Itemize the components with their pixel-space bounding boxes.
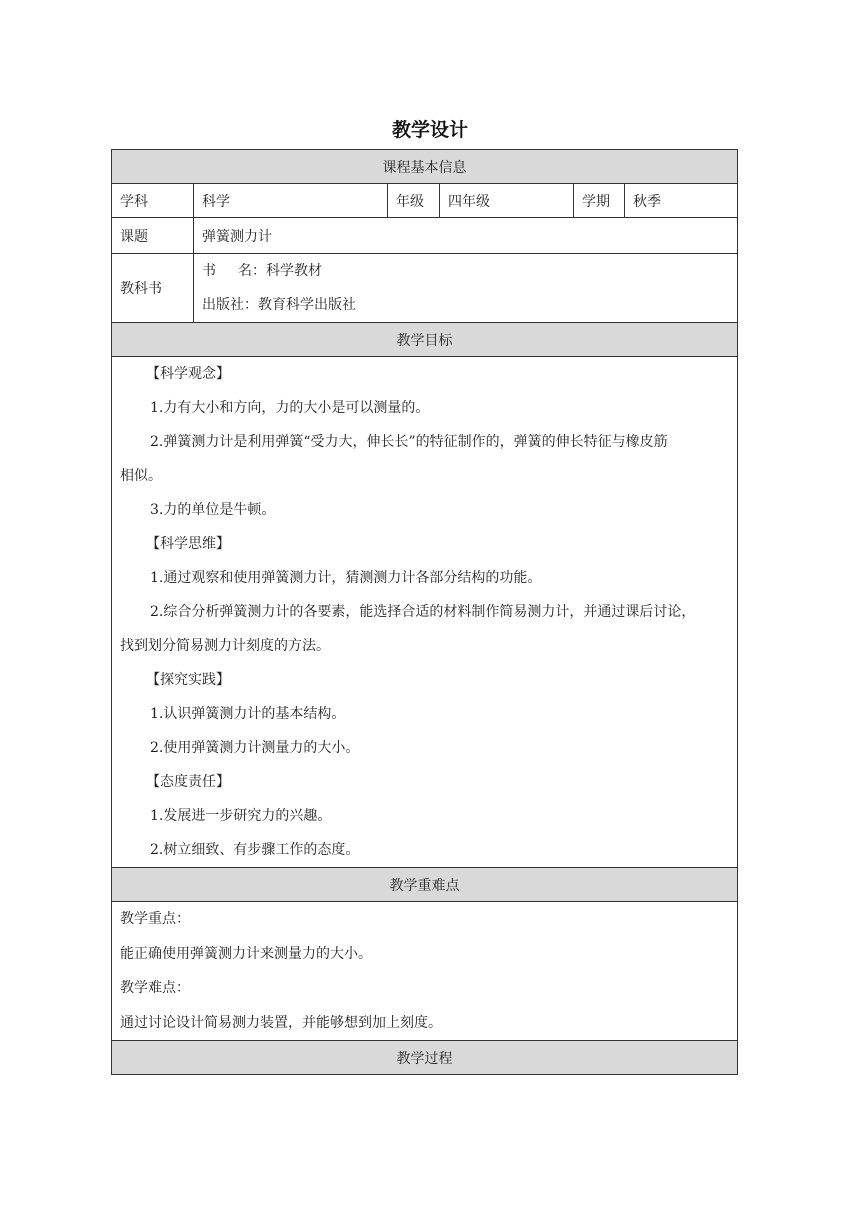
textbook-row bbox=[112, 254, 738, 323]
objective-line: 1.力有大小和方向，力的大小是可以测量的。 bbox=[150, 400, 430, 416]
objective-line: 2.弹簧测力计是利用弹簧“受力大，伸长长”的特征制作的，弹簧的伸长特征与橡皮筋 bbox=[150, 434, 668, 450]
subject-value: 科学 bbox=[194, 184, 388, 218]
document-title: 教学设计 bbox=[391, 119, 468, 141]
process-header-row bbox=[112, 1041, 738, 1075]
objective-line: 找到划分简易测力计刻度的方法。 bbox=[120, 638, 330, 654]
book-name-prefix-b: 名： bbox=[238, 263, 266, 279]
book-name: 科学教材 bbox=[266, 263, 322, 279]
topic-label: 课题 bbox=[112, 218, 194, 254]
grade-value: 四年级 bbox=[440, 184, 574, 218]
section-header-process: 教学过程 bbox=[112, 1041, 738, 1075]
topic-value: 弹簧测力计 bbox=[194, 218, 738, 254]
term-label: 学期 bbox=[574, 184, 625, 218]
key-difficult-row bbox=[112, 902, 738, 1041]
key-difficult-header-row bbox=[112, 868, 738, 902]
objective-line: 【科学观念】 bbox=[146, 366, 230, 382]
publisher-prefix: 出版社： bbox=[202, 297, 258, 313]
section-header-objectives: 教学目标 bbox=[112, 323, 738, 357]
key-point-label: 教学重点： bbox=[120, 911, 190, 927]
grade-label: 年级 bbox=[388, 184, 440, 218]
difficult-point-text: 通过讨论设计简易测力装置，并能够想到加上刻度。 bbox=[120, 1014, 442, 1031]
book-name-prefix-a: 书 bbox=[202, 263, 216, 279]
objectives-header-row bbox=[112, 323, 738, 357]
objectives-row bbox=[112, 357, 738, 868]
objective-line: 2.树立细致、有步骤工作的态度。 bbox=[150, 842, 360, 858]
subject-label: 学科 bbox=[112, 184, 194, 218]
objective-line: 相似。 bbox=[120, 468, 162, 484]
difficult-point-label: 教学难点： bbox=[120, 980, 190, 996]
objective-line: 1.发展进一步研究力的兴趣。 bbox=[150, 808, 332, 824]
objective-line: 【态度责任】 bbox=[146, 774, 230, 790]
term-value: 秋季 bbox=[625, 184, 738, 218]
objectives-content bbox=[112, 357, 738, 868]
publisher-name: 教育科学出版社 bbox=[258, 297, 356, 313]
section-header-key-difficult: 教学重难点 bbox=[112, 868, 738, 902]
key-point-text: 能正确使用弹簧测力计来测量力的大小。 bbox=[120, 945, 372, 962]
key-difficult-content bbox=[112, 902, 738, 1041]
objective-line: 【探究实践】 bbox=[146, 672, 230, 688]
objective-line: 1.通过观察和使用弹簧测力计，猜测测力计各部分结构的功能。 bbox=[150, 570, 542, 586]
topic-row bbox=[112, 218, 738, 254]
objective-line: 2.使用弹簧测力计测量力的大小。 bbox=[150, 740, 360, 756]
textbook-label: 教科书 bbox=[112, 254, 194, 323]
book-name-line bbox=[202, 254, 729, 288]
basic-info-row bbox=[112, 184, 738, 218]
basic-info-header-row bbox=[112, 150, 738, 184]
objective-line: 【科学思维】 bbox=[146, 536, 230, 552]
objective-line: 2.综合分析弹簧测力计的各要素，能选择合适的材料制作简易测力计，并通过课后讨论， bbox=[150, 604, 696, 620]
objective-line: 3.力的单位是牛顿。 bbox=[150, 502, 276, 518]
section-header-basic-info: 课程基本信息 bbox=[112, 150, 738, 184]
publisher-line bbox=[202, 288, 729, 322]
objective-line: 1.认识弹簧测力计的基本结构。 bbox=[150, 706, 346, 722]
textbook-details bbox=[194, 254, 738, 323]
lesson-plan-table bbox=[111, 149, 738, 1075]
